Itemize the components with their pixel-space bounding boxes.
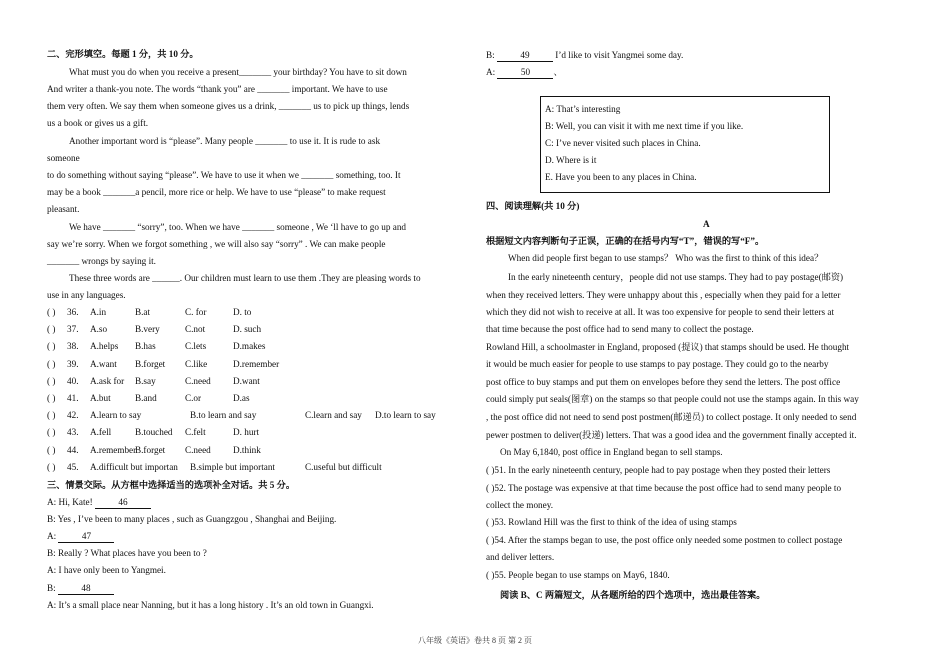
dialog-blank: 49 xyxy=(497,49,553,62)
dialog-text: A: Hi, Kate! xyxy=(47,497,95,507)
mc-answer-paren: ( ) xyxy=(47,393,56,403)
cloze-section-title: 二、完形填空。每题 1 分，共 10 分。 xyxy=(47,49,199,59)
mc-answer-paren: ( ) xyxy=(47,444,56,455)
dialog-line xyxy=(47,530,114,543)
mc-option: A.ask for xyxy=(90,375,125,386)
passage-line: post office to buy stamps and put them on envelopes before they send the letters. The post office xyxy=(486,377,841,387)
mc-option: C.learn and say xyxy=(305,410,362,421)
dialog-text: B: Yes , I’ve been to many places , such as Guangzgou , Shanghai and Beijing. xyxy=(47,514,337,524)
dialog-text: A: xyxy=(47,531,59,541)
cloze-p2-line5: pleasant. xyxy=(47,204,80,214)
passage-line: On May 6,1840, post office in England began to sell stamps. xyxy=(500,447,723,457)
passage-line: pewer postmen to deliver(投递) letters. That was a good idea and the government finally accepted it. xyxy=(486,430,857,440)
passage-letter: A xyxy=(703,219,710,229)
passage-line: that time because the post office had to send many to collect the postage. xyxy=(486,324,754,334)
box-option-b: B: Well, you can visit it with me next time if you like. xyxy=(545,121,744,131)
tf-instruction: 根据短文内容判断句子正误，正确的在括号内写“T”，错误的写“F”。 xyxy=(486,236,765,246)
dialog-text: B: xyxy=(47,583,58,593)
mc-option: C.felt xyxy=(185,427,206,438)
mc-option: B.forget xyxy=(135,358,166,369)
mc-option: D.want xyxy=(233,375,260,386)
tf-question-55: ( )55. People began to use stamps on May6, 1840. xyxy=(486,570,670,580)
options-box xyxy=(540,96,830,193)
mc-question-number: 44. xyxy=(67,444,79,455)
tf-question-54-cont: and deliver letters. xyxy=(486,552,555,562)
mc-option: D.remember xyxy=(233,358,280,369)
mc-option: C.need xyxy=(185,375,211,386)
dialog-line xyxy=(486,49,683,62)
tf-question-54: ( )54. After the stamps began to use, the post office only needed some postmen to collect postage xyxy=(486,535,843,545)
mc-option: D.as xyxy=(233,393,250,403)
reading-section-title: 四、阅读理解(共 10 分) xyxy=(486,201,580,211)
mc-option: B.touched xyxy=(135,427,173,438)
mc-answer-paren: ( ) xyxy=(47,307,56,317)
dialog-section-title: 三、情景交际。从方框中选择适当的选项补全对话。共 5 分。 xyxy=(47,480,296,490)
cloze-p3-line2: say we’re sorry. When we forgot something , we will also say “sorry” . We can make people xyxy=(47,239,386,249)
dialog-line xyxy=(47,582,114,595)
tf-question-52-cont: collect the money. xyxy=(486,500,554,510)
mc-option: C.lets xyxy=(185,341,207,352)
cloze-p2-line4: may be a book _______a pencil, more rice or help. We have to use “please” to make request xyxy=(47,187,386,197)
mc-option: B.forget xyxy=(135,444,166,455)
mc-option: C.like xyxy=(185,358,208,369)
mc-option: D.think xyxy=(233,444,261,455)
dialog-blank: 50 xyxy=(497,66,553,79)
mc-question-number: 42. xyxy=(67,410,79,421)
dialog-blank: 46 xyxy=(95,496,151,509)
dialog-line xyxy=(47,547,207,559)
box-option-e: E. Have you been to any places in China. xyxy=(545,172,697,182)
cloze-p1-line4: us a book or gives us a gift. xyxy=(47,118,149,128)
box-option-c: C: I’ve never visited such places in China. xyxy=(545,138,701,148)
dialog-blank: 48 xyxy=(58,582,114,595)
cloze-p1-line3: them very often. We say them when someone gives us a drink, _______ us to pick up things, lends xyxy=(47,101,410,111)
mc-option: D.makes xyxy=(233,341,266,352)
dialog-line xyxy=(47,513,336,525)
dialog-text: B: Really ? What places have you been to ? xyxy=(47,548,207,558)
mc-option: D. hurt xyxy=(233,427,260,438)
dialog-line xyxy=(47,496,151,509)
box-option-a: A: That’s interesting xyxy=(545,104,621,114)
bc-instruction: 阅读 B、C 两篇短文，从各题所给的四个选项中，选出最佳答案。 xyxy=(500,590,766,600)
cloze-p3-line1: We have _______ “sorry”, too. When we have _______ someone , We ‘ll have to go up and xyxy=(69,222,407,232)
mc-answer-paren: ( ) xyxy=(47,427,56,438)
cloze-p3-line3: _______ wrongs by saying it. xyxy=(47,256,156,266)
mc-option: A.remember xyxy=(90,444,137,455)
dialog-line xyxy=(47,564,166,576)
mc-question-number: 37. xyxy=(67,324,79,335)
dialog-text: A: I have only been to Yangmei. xyxy=(47,565,166,575)
mc-question-number: 38. xyxy=(67,341,79,352)
mc-option: D. such xyxy=(233,324,262,335)
mc-question-number: 43. xyxy=(67,427,79,438)
mc-option: B.and xyxy=(135,393,157,403)
dialog-line xyxy=(47,599,374,611)
mc-option: B.to learn and say xyxy=(190,410,257,421)
cloze-p4-line1: These three words are ______. Our children must learn to use them .They are pleasing words to xyxy=(69,273,421,283)
passage-line: Rowland Hill, a schoolmaster in England, proposed (提议) that stamps should be used. He thought xyxy=(486,342,850,352)
mc-option: A.in xyxy=(90,307,107,317)
mc-option: B.very xyxy=(135,324,160,335)
dialog-text-after: 、 xyxy=(553,67,563,77)
cloze-p4-line2: use in any languages. xyxy=(47,290,126,300)
mc-option: B.has xyxy=(135,341,156,352)
page-footer: 八年级《英语》卷共 8 页 第 2 页 xyxy=(418,636,532,645)
cloze-p2-line3: to do something without saying “please”. We have to use it when we _______ something, too. It xyxy=(47,170,401,180)
tf-question-52: ( )52. The postage was expensive at that time because the post office had to send many people to xyxy=(486,483,842,493)
cloze-p1-line2: And writer a thank-you note. The words “thank you” are _______ important. We have to use xyxy=(47,84,388,94)
mc-option: C. for xyxy=(185,307,207,317)
dialog-text: A: xyxy=(486,67,498,77)
passage-line: when they received letters. They were unhappy about this , especially when they paid for a letter xyxy=(486,290,841,300)
mc-question-number: 41. xyxy=(67,393,79,403)
mc-option: D. to xyxy=(233,307,252,317)
box-option-d: D. Where is it xyxy=(545,155,597,165)
mc-answer-paren: ( ) xyxy=(47,324,56,335)
passage-line: , the post office did not need to send post postmen(邮递员) to collect postage. It only needed to send xyxy=(486,412,857,422)
passage-line: When did people first began to use stamps？ Who was the first to think of this idea？ xyxy=(508,253,824,263)
mc-option: A.difficult but importan xyxy=(90,461,178,472)
dialog-text-after: I’d like to visit Yangmei some day. xyxy=(552,50,684,60)
dialog-line xyxy=(486,66,563,79)
mc-option: B.at xyxy=(135,307,151,317)
mc-answer-paren: ( ) xyxy=(47,341,56,352)
mc-answer-paren: ( ) xyxy=(47,375,56,386)
mc-option: C.need xyxy=(185,444,211,455)
passage-line: which they did not wish to receive at all. It was too expensive for people to send their letters at xyxy=(486,307,835,317)
mc-option: C.useful but difficult xyxy=(305,461,382,472)
mc-option: C.or xyxy=(185,393,202,403)
tf-question-53: ( )53. Rowland Hill was the first to think of the idea of using stamps xyxy=(486,517,737,527)
cloze-p2-line2: someone xyxy=(47,153,80,163)
passage-line: In the early nineteenth century，people did not use stamps. They had to pay postage(邮资) xyxy=(508,272,844,282)
mc-question-number: 39. xyxy=(67,358,79,369)
mc-answer-paren: ( ) xyxy=(47,461,56,472)
dialog-text: A: It’s a small place near Nanning, but it has a long history . It’s an old town in Guangxi. xyxy=(47,600,374,610)
passage-line: could simply put seals(图章) on the stamps so that people could not use the stamps again. In this way xyxy=(486,394,859,404)
mc-option: A.fell xyxy=(90,427,112,438)
passage-line: it would be much easier for people to use stamps to pay postage. They could go to the nearby xyxy=(486,359,829,369)
mc-option: B.simple but important xyxy=(190,461,275,472)
dialog-text: B: xyxy=(486,50,497,60)
mc-question-number: 36. xyxy=(67,307,79,317)
mc-option: C.not xyxy=(185,324,206,335)
mc-question-number: 45. xyxy=(67,461,79,472)
mc-question-number: 40. xyxy=(67,375,79,386)
mc-option: A.learn to say xyxy=(90,410,142,421)
cloze-p2-line1: Another important word is “please”. Many people _______ to use it. It is rude to ask xyxy=(69,136,381,146)
dialog-blank: 47 xyxy=(58,530,114,543)
mc-answer-paren: ( ) xyxy=(47,358,56,369)
mc-option: A.so xyxy=(90,324,108,335)
mc-option: A.but xyxy=(90,393,111,403)
cloze-p1-line1: What must you do when you receive a present_______ your birthday? You have to sit down xyxy=(69,67,407,77)
mc-option: A.want xyxy=(90,358,117,369)
mc-option: B.say xyxy=(135,375,156,386)
mc-answer-paren: ( ) xyxy=(47,410,56,421)
mc-option: A.helps xyxy=(90,341,119,352)
mc-option: D.to learn to say xyxy=(375,410,436,421)
tf-question-51: ( )51. In the early nineteenth century, people had to pay postage when they posted their letters xyxy=(486,465,831,475)
